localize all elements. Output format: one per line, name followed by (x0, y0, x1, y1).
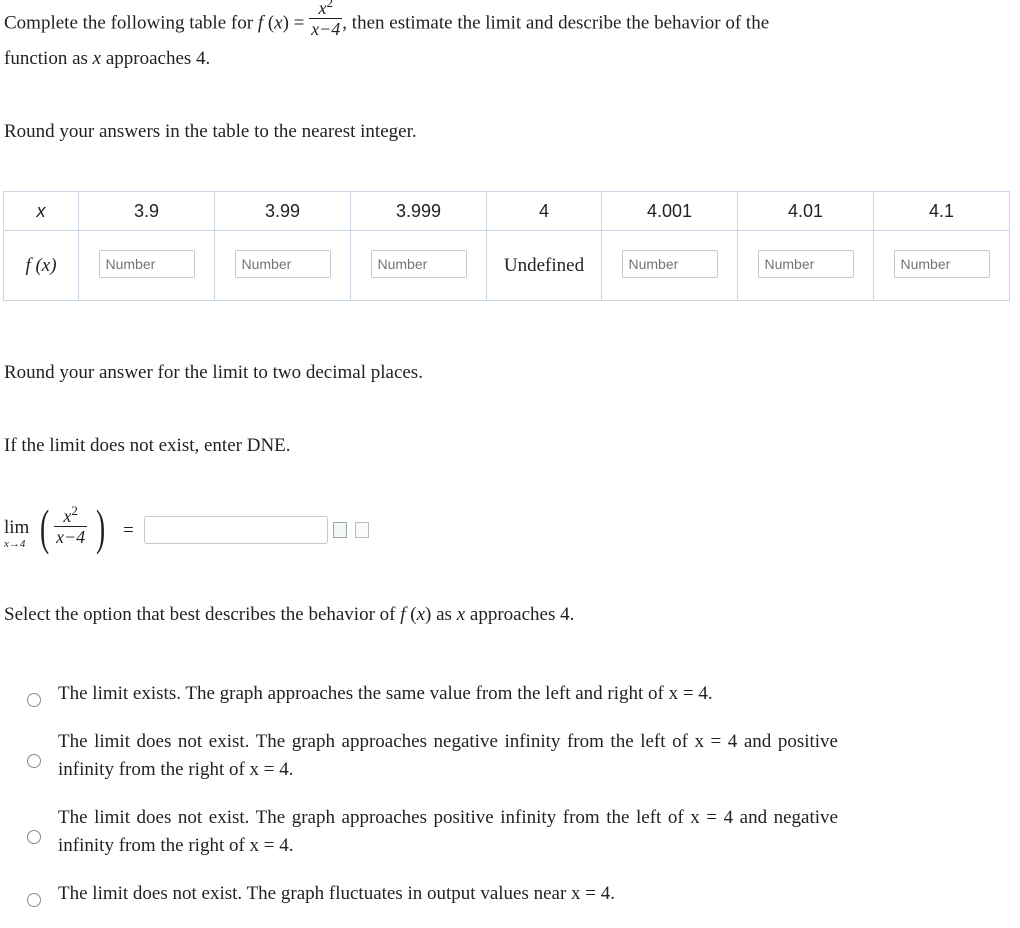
x-value: 4.01 (738, 192, 874, 231)
x-value: 4.1 (874, 192, 1010, 231)
values-table (3, 191, 1010, 301)
round-table-instruction: Round your answers in the table to the nearest integer. (4, 121, 417, 142)
problem-statement-line2: function as x approaches 4. (4, 48, 211, 69)
option-radio-4[interactable] (27, 893, 41, 907)
table-row-x (4, 192, 1010, 231)
fx-input-4.1[interactable] (894, 250, 990, 278)
help-doc-icon[interactable] (355, 522, 369, 538)
dne-instruction: If the limit does not exist, enter DNE. (4, 435, 291, 456)
limit-answer-input[interactable] (144, 516, 328, 544)
limit-expression: lim x→4 ( $x^2$ x−4 ) = (4, 499, 134, 555)
equation-editor-icon[interactable] (333, 522, 347, 538)
x-value: 3.9 (79, 192, 215, 231)
fx-input-3.9[interactable] (99, 250, 195, 278)
option-radio-1[interactable] (27, 693, 41, 707)
option-radio-3[interactable] (27, 830, 41, 844)
x-value: 4.001 (602, 192, 738, 231)
x-header: x (4, 192, 79, 231)
table-row-fx (4, 231, 1010, 301)
option-2-text[interactable]: The limit does not exist. The graph approaches negative infinity from the left of x = 4 and positive infinity from the right of x = 4. (58, 731, 838, 780)
option-3-text[interactable]: The limit does not exist. The graph approaches positive infinity from the left of x = 4 and negative infinity from the right of x = 4. (58, 807, 838, 856)
round-limit-instruction: Round your answer for the limit to two decimal places. (4, 362, 423, 383)
fx-header: f (x) (4, 231, 79, 301)
behavior-question: Select the option that best describes the behavior of f (x) as x approaches 4. (4, 604, 575, 625)
func-name: f (257, 12, 264, 34)
fx-input-4.001[interactable] (622, 250, 718, 278)
fx-undefined: Undefined (487, 231, 602, 301)
problem-statement: Complete the following table for f (x) = $\frac{x^2}{x-4}$ , then estimate the limit and describe the behavior of the (4, 10, 769, 38)
option-1-text[interactable]: The limit exists. The graph approaches the same value from the left and right of x = 4. (58, 683, 713, 704)
x-value: 4 (487, 192, 602, 231)
option-radio-2[interactable] (27, 754, 41, 768)
x-value: 3.99 (215, 192, 351, 231)
x-value: 3.999 (351, 192, 487, 231)
option-4-text[interactable]: The limit does not exist. The graph fluctuates in output values near x = 4. (58, 883, 616, 904)
function-fraction: $\frac{x^2}{x-4}$ (311, 0, 341, 39)
fx-input-3.99[interactable] (235, 250, 331, 278)
fx-input-3.999[interactable] (371, 250, 467, 278)
fx-input-4.01[interactable] (758, 250, 854, 278)
